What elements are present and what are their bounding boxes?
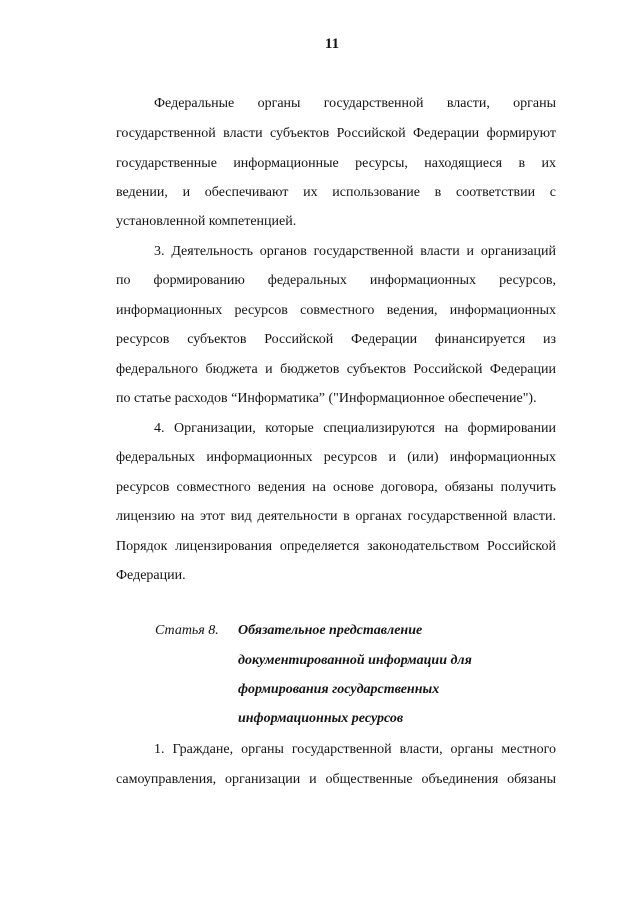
paragraph-line: ресурсов субъектов Российской Федерации финансируется из — [116, 332, 556, 347]
paragraph-line: самоуправления, организации и общественные объединения обязаны — [116, 772, 556, 787]
paragraph-line: Порядок лицензирования определяется законодательством Российской — [116, 539, 556, 554]
paragraph-line: информационных ресурсов совместного ведения, информационных — [116, 303, 556, 318]
paragraph-line: Федеральные органы государственной власти, органы — [154, 96, 556, 111]
paragraph-line: по формированию федеральных информационных ресурсов, — [116, 273, 556, 288]
page-number: 11 — [324, 36, 340, 52]
paragraph-line: 4. Организации, которые специализируются на формировании — [154, 421, 556, 436]
article-title-line: информационных ресурсов — [238, 711, 404, 726]
paragraph-line: федеральных информационных ресурсов и (или) информационных — [116, 450, 556, 465]
paragraph-line: установленной компетенцией. — [116, 214, 297, 229]
paragraph-line: федерального бюджета и бюджетов субъектов Российской Федерации — [116, 362, 556, 377]
paragraph-line: Федерации. — [116, 568, 186, 583]
paragraph-line: ведении, и обеспечивают их использование в соответствии с — [116, 185, 556, 200]
paragraph-line: лицензию на этот вид деятельности в органах государственной власти. — [116, 509, 556, 524]
article-title-line: Обязательное представление — [238, 623, 423, 638]
paragraph-line: 1. Граждане, органы государственной власти, органы местного — [154, 742, 556, 757]
article-title-line: формирования государственных — [238, 682, 440, 697]
paragraph-line: 3. Деятельность органов государственной власти и организаций — [154, 244, 556, 259]
article-label: Статья 8. — [155, 623, 219, 638]
paragraph-line: государственные информационные ресурсы, находящиеся в их — [116, 156, 556, 171]
paragraph-line: государственной власти субъектов Российской Федерации формируют — [116, 126, 556, 141]
paragraph-line: ресурсов совместного ведения на основе договора, обязаны получить — [116, 480, 556, 495]
article-title-line: документированной информации для — [238, 653, 472, 668]
paragraph-line: по статье расходов “Информатика” ("Информационное обеспечение"). — [116, 391, 537, 406]
